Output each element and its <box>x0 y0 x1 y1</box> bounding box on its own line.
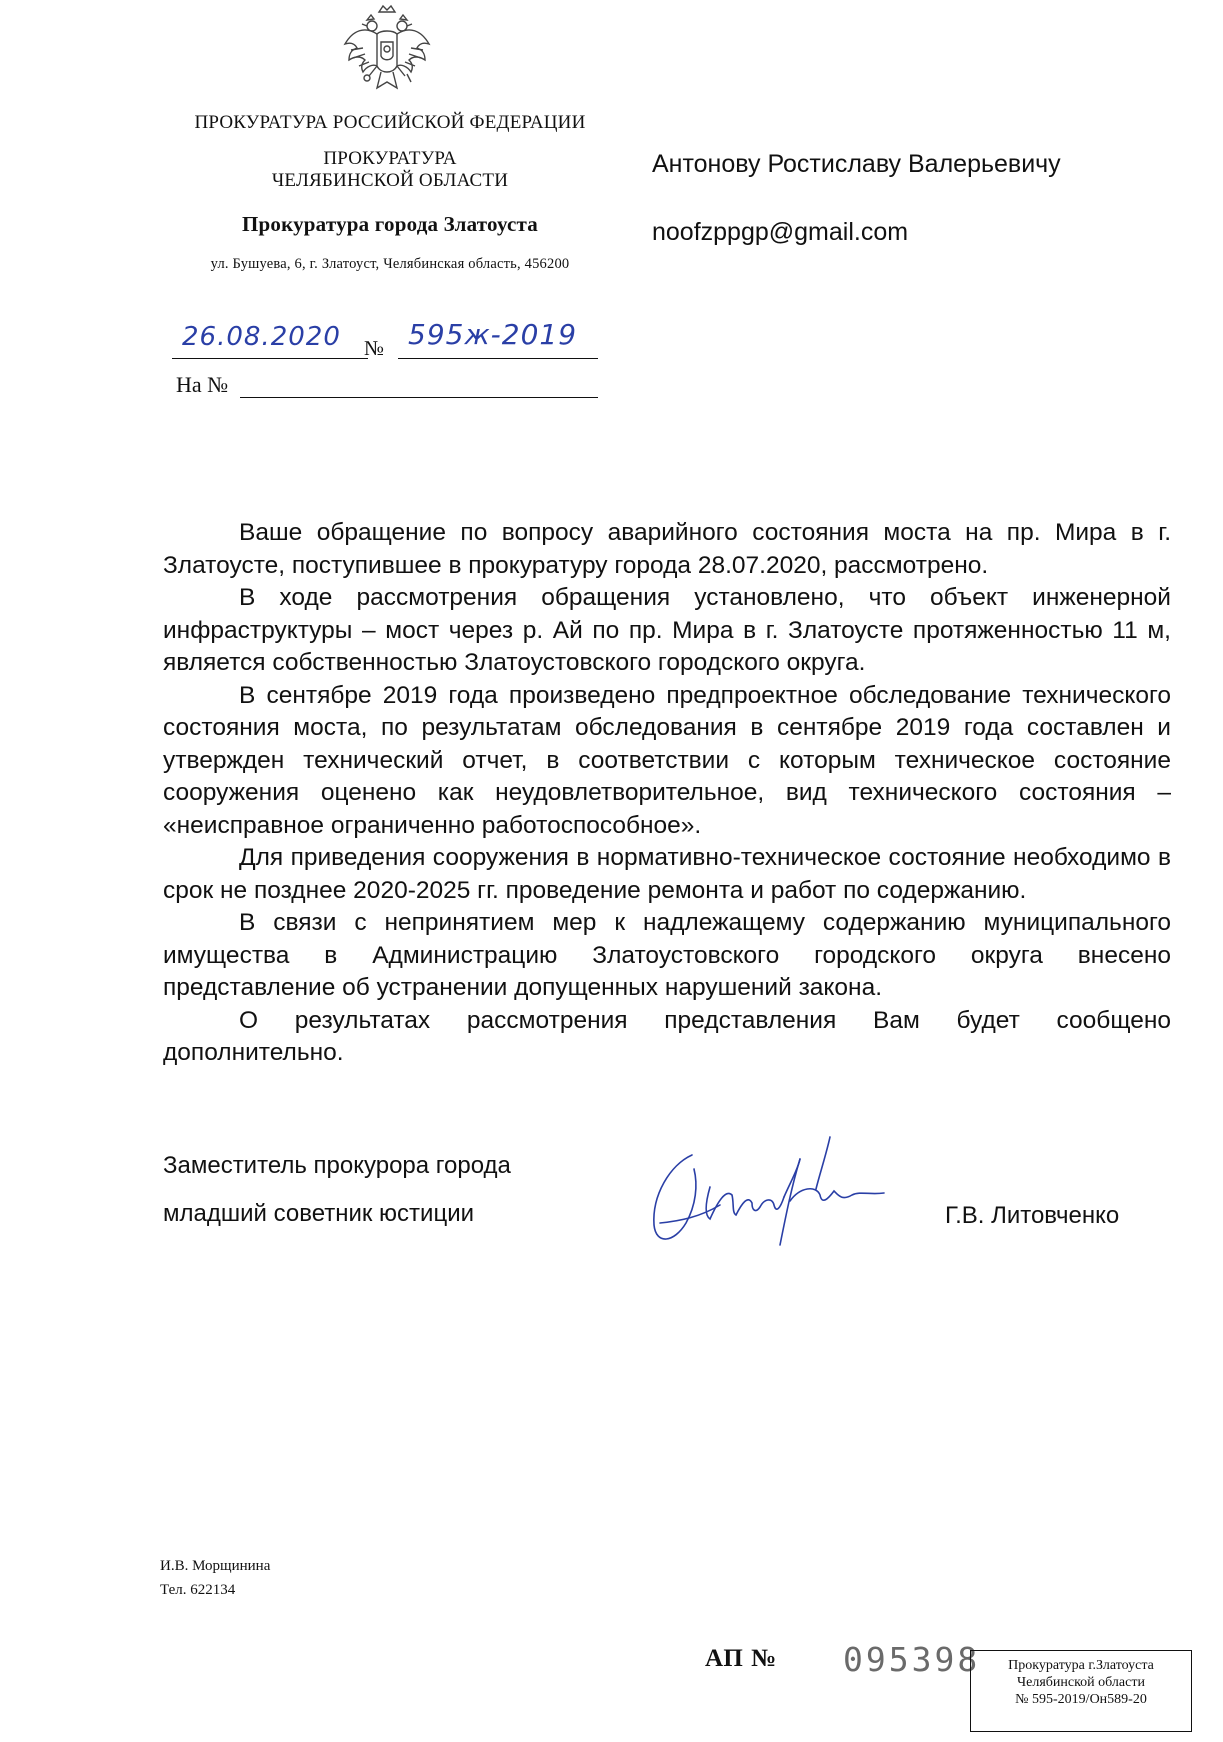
registration-number: 595ж-2019 <box>408 318 578 351</box>
signer-rank: младший советник юстиции <box>163 1200 475 1227</box>
city-office-name: Прокуратура города Златоуста <box>241 212 538 236</box>
stamp-line-2: Челябинской области <box>1017 1675 1145 1690</box>
stamp-line-1: Прокуратура г.Златоуста <box>1008 1658 1154 1673</box>
date-underline <box>172 358 368 359</box>
office-address: ул. Бушуева, 6, г. Златоуст, Челябинская область, 456200 <box>210 256 570 272</box>
region-office-line2: ЧЕЛЯБИНСКОЙ ОБЛАСТИ <box>271 170 509 191</box>
agency-name: ПРОКУРАТУРА РОССИЙСКОЙ ФЕДЕРАЦИИ <box>194 112 586 133</box>
region-office <box>160 148 620 192</box>
body-paragraph: Для приведения сооружения в нормативно-техническое состояние необходимо в срок не позднее 2020-2025 гг. проведение ремонта и работ по содержанию. <box>163 844 1171 904</box>
recipient-email: noofzppgp@gmail.com <box>652 218 909 246</box>
registration-stamp <box>970 1650 1192 1732</box>
body-paragraph: Ваше обращение по вопросу аварийного состояния моста на пр. Мира в г. Златоусте, поступившее в прокуратуру города 28.07.2020, рассмотрено. <box>163 519 1171 579</box>
reply-to-underline <box>240 397 598 398</box>
registration-date: 26.08.2020 <box>182 322 341 352</box>
body-paragraph: В ходе рассмотрения обращения установлено, что объект инженерной инфраструктуры – мост через р. Ай по пр. Мира в г. Златоусте протяженностью 11 м, является собственностью Златоустовского городского округа. <box>163 584 1171 676</box>
serial-number: 095398 <box>843 1640 981 1679</box>
serial-label: АП № <box>705 1645 778 1672</box>
recipient-name: Антонову Ростиславу Валерьевичу <box>652 150 1061 178</box>
registration-number-label: № <box>364 336 385 360</box>
reply-to-label: На № <box>176 372 229 397</box>
region-office-line1: ПРОКУРАТУРА <box>323 148 457 169</box>
signer-position: Заместитель прокурора города <box>163 1152 511 1179</box>
handwritten-signature-icon <box>640 1125 920 1270</box>
body-paragraph: В сентябре 2019 года произведено предпроектное обследование технического состояния моста, по результатам обследования в сентябре 2019 года составлен и утвержден технический отчет, в соответствии с которым техническое состояние сооружения оценено как неудовлетворительное, вид технического состояния – «неисправное ограниченно работоспособное». <box>163 681 1171 839</box>
letter-body <box>163 517 1171 1070</box>
number-underline <box>398 358 598 359</box>
double-headed-eagle-emblem-icon <box>337 4 437 104</box>
signer-name: Г.В. Литовченко <box>945 1202 1120 1229</box>
executor-name: И.В. Морщинина <box>160 1558 271 1574</box>
body-paragraph: О результатах рассмотрения представления Вам будет сообщено дополнительно. <box>163 1006 1171 1066</box>
executor-phone: Тел. 622134 <box>160 1582 236 1598</box>
body-paragraph: В связи с непринятием мер к надлежащему содержанию муниципального имущества в Администрацию Златоустовского городского округа внесено представление об устранении допущенных нарушений закона. <box>163 909 1171 1001</box>
stamp-line-3: № 595-2019/Он589-20 <box>1015 1692 1147 1707</box>
